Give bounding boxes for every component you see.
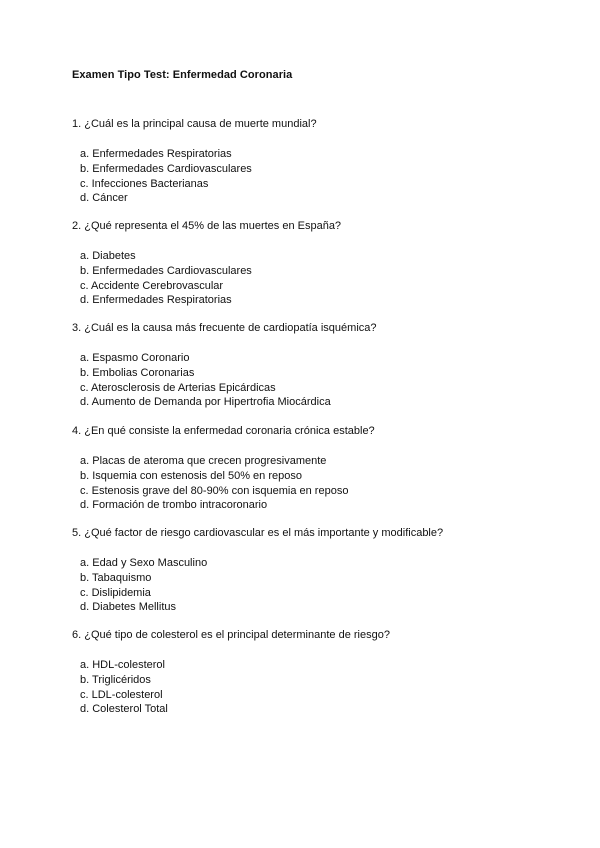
question-1	[72, 117, 542, 206]
answer-option: a. Diabetes	[80, 250, 136, 262]
answer-option: b. Tabaquismo	[80, 571, 152, 584]
question-text: 4. ¿En qué consiste la enfermedad coronaria crónica estable?	[72, 425, 375, 437]
question-text: 5. ¿Qué factor de riesgo cardiovascular es el más importante y modificable?	[72, 527, 444, 539]
answer-option: d. Diabetes Mellitus	[80, 601, 176, 614]
answer-option: c. Dislipidemia	[80, 586, 151, 599]
exam-title: Examen Tipo Test: Enfermedad Coronaria	[72, 69, 293, 81]
question-text: 1. ¿Cuál es la principal causa de muerte mundial?	[72, 118, 317, 130]
answer-option: d. Enfermedades Respiratorias	[80, 294, 232, 307]
answer-option: a. Edad y Sexo Masculino	[80, 557, 208, 569]
answer-option: c. Infecciones Bacterianas	[80, 177, 209, 190]
answer-option: c. Estenosis grave del 80-90% con isquemia en reposo	[80, 484, 349, 497]
answer-option: c. LDL-colesterol	[80, 688, 163, 701]
question-text: 2. ¿Qué representa el 45% de las muertes en España?	[72, 220, 342, 232]
question-3	[72, 321, 542, 410]
answer-option: a. Espasmo Coronario	[80, 352, 190, 364]
answer-options	[72, 658, 542, 717]
question-text: 6. ¿Qué tipo de colesterol es el principal determinante de riesgo?	[72, 629, 390, 641]
question-4	[72, 424, 542, 513]
question-6	[72, 628, 542, 717]
answer-options	[72, 454, 542, 513]
question-5	[72, 526, 542, 615]
answer-option: b. Enfermedades Cardiovasculares	[80, 264, 252, 277]
answer-option: d. Aumento de Demanda por Hipertrofia Miocárdica	[80, 396, 331, 409]
question-2	[72, 219, 542, 308]
answer-option: b. Embolias Coronarias	[80, 366, 195, 379]
answer-option: a. Enfermedades Respiratorias	[80, 148, 232, 160]
answer-options	[72, 351, 542, 410]
answer-option: a. Placas de ateroma que crecen progresivamente	[80, 455, 327, 467]
answer-options	[72, 249, 542, 308]
question-text: 3. ¿Cuál es la causa más frecuente de cardiopatía isquémica?	[72, 322, 377, 334]
answer-option: b. Enfermedades Cardiovasculares	[80, 162, 252, 175]
answer-option: c. Aterosclerosis de Arterias Epicárdicas	[80, 381, 276, 394]
answer-option: b. Triglicéridos	[80, 673, 151, 686]
answer-option: d. Cáncer	[80, 192, 128, 205]
answer-option: d. Formación de trombo intracoronario	[80, 499, 268, 512]
answer-option: a. HDL-colesterol	[80, 659, 165, 671]
answer-option: b. Isquemia con estenosis del 50% en reposo	[80, 469, 302, 482]
answer-options	[72, 556, 542, 615]
answer-options	[72, 147, 542, 206]
answer-option: d. Colesterol Total	[80, 703, 168, 716]
answer-option: c. Accidente Cerebrovascular	[80, 279, 224, 292]
